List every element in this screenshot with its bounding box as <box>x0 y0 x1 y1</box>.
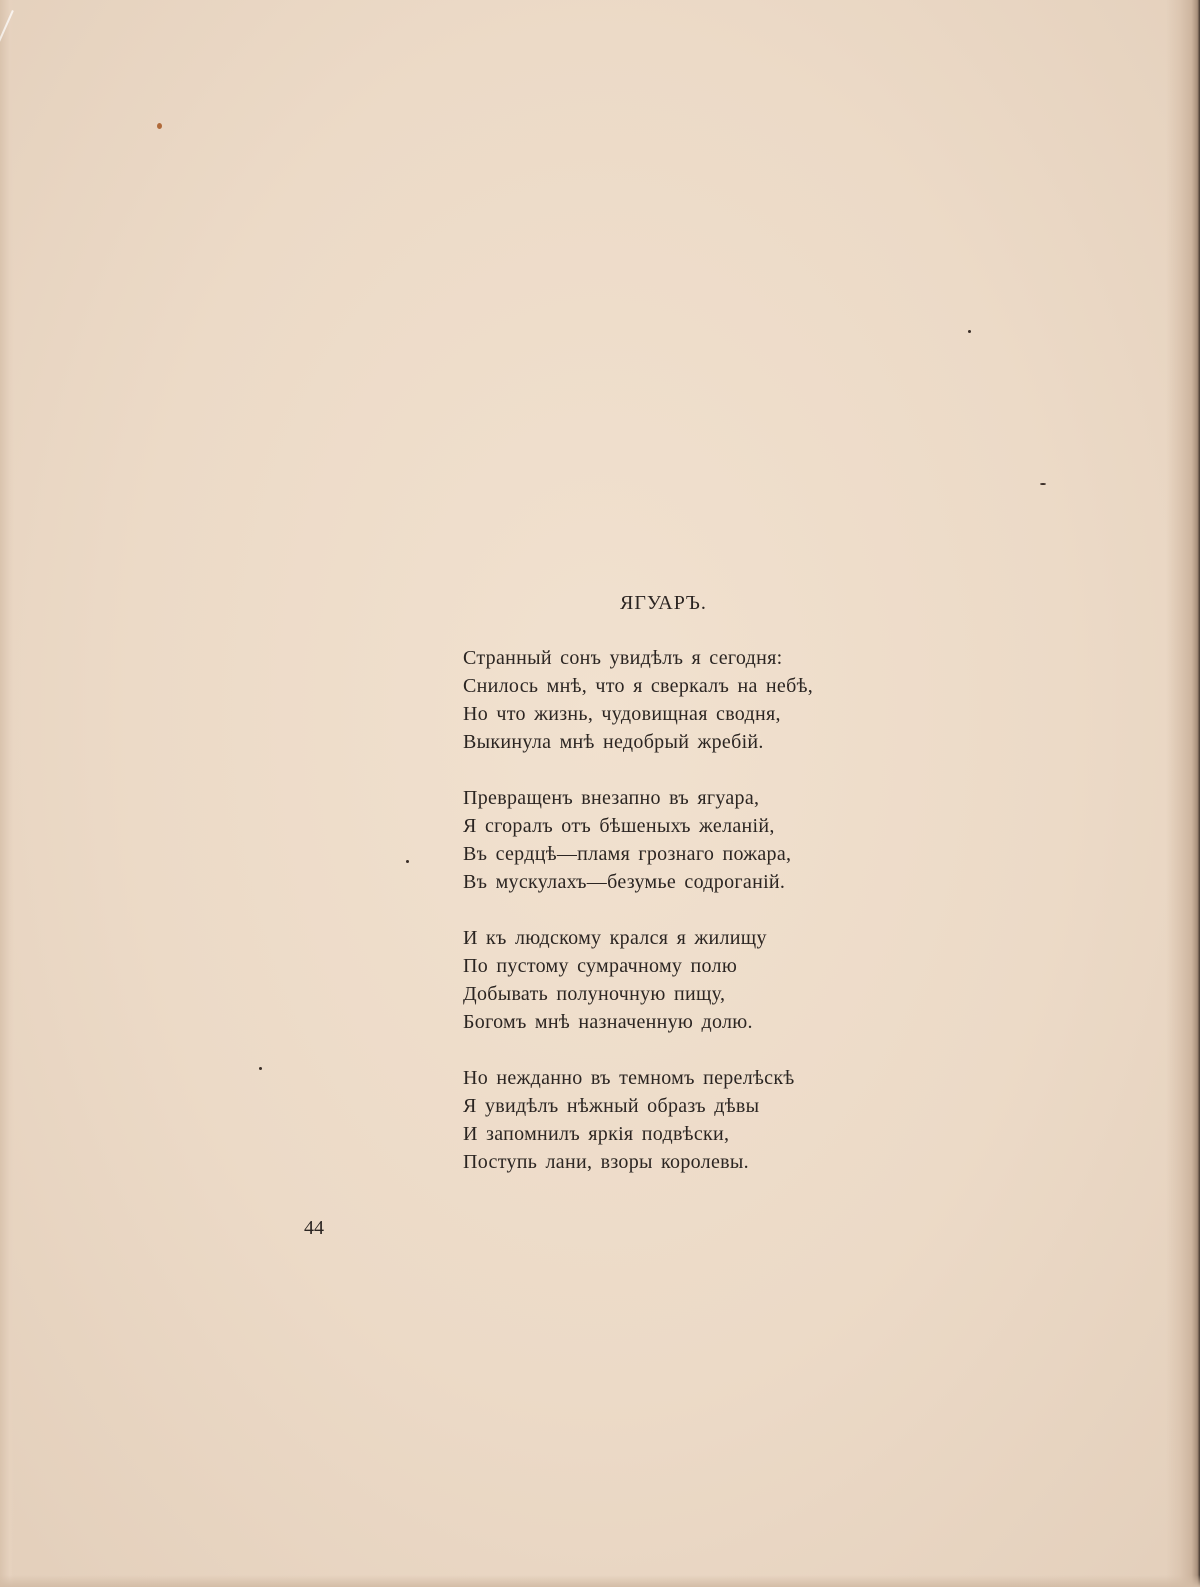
poem-line: Странный сонъ увидѣлъ я сегодня: <box>463 647 783 669</box>
paper-speck <box>406 860 409 863</box>
poem-line: Снилось мнѣ, что я сверкалъ на небѣ, <box>463 675 814 697</box>
poem-line: Богомъ мнѣ назначенную долю. <box>463 1011 753 1033</box>
poem-line: И запомнилъ яркія подвѣски, <box>463 1123 730 1145</box>
stanza <box>463 1064 813 1176</box>
page-binding-edge <box>1166 0 1200 1587</box>
poem-line: Поступь лани, взоры королевы. <box>463 1151 749 1173</box>
poem-line: По пустому сумрачному полю <box>463 955 738 977</box>
poem-line: Но нежданно въ темномъ перелѣскѣ <box>463 1067 795 1089</box>
poem-line: И къ людскому крался я жилищу <box>463 927 767 949</box>
paper-speck <box>157 123 162 129</box>
poem-line: Превращенъ внезапно въ ягуара, <box>463 787 760 809</box>
poem-line: Я сгоралъ отъ бѣшеныхъ желаній, <box>463 815 775 837</box>
poem-title: ЯГУАРЪ. <box>620 592 707 614</box>
poem-body <box>463 644 813 1204</box>
page-left-edge <box>0 0 14 1587</box>
poem-line: Я увидѣлъ нѣжный образъ дѣвы <box>463 1095 760 1117</box>
page-number: 44 <box>304 1217 324 1239</box>
stanza <box>463 644 813 756</box>
poem-line: Въ сердцѣ—пламя грознаго пожара, <box>463 843 792 865</box>
paper-speck <box>259 1067 262 1070</box>
poem-line: Въ мускулахъ—безумье содроганій. <box>463 871 786 893</box>
paper-speck <box>968 330 971 333</box>
stanza <box>463 924 813 1036</box>
poem-line: Добывать полуночную пищу, <box>463 983 726 1005</box>
page-bottom-edge <box>0 1575 1200 1587</box>
poem-line: Выкинула мнѣ недобрый жребій. <box>463 731 764 753</box>
paper-speck <box>1040 483 1046 485</box>
stanza <box>463 784 813 896</box>
poem-line: Но что жизнь, чудовищная сводня, <box>463 703 781 725</box>
